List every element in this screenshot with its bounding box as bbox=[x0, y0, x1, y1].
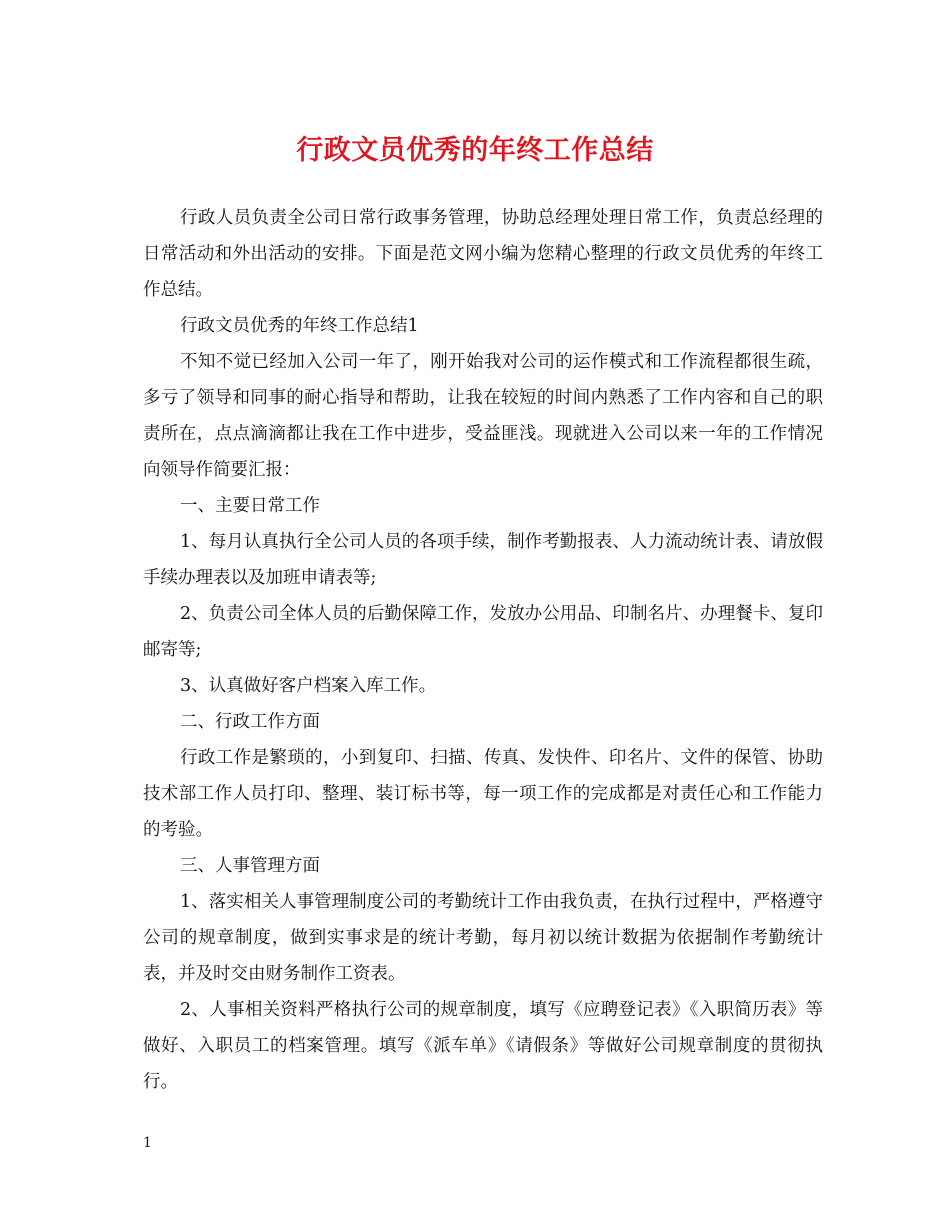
section-heading-summary-1: 行政文员优秀的年终工作总结1 bbox=[180, 316, 419, 336]
page-number: 1 bbox=[143, 1135, 152, 1151]
heading-hr-management: 三、人事管理方面 bbox=[180, 856, 320, 876]
document-title: 行政文员优秀的年终工作总结 bbox=[296, 135, 654, 166]
intro-paragraph: 行政人员负责全公司日常行政事务管理，协助总经理处理日常工作，负责总经理的日常活动和外出活动的安排。下面是范文网小编为您精心整理的行政文员优秀的年终工作总结。 bbox=[143, 208, 823, 300]
opening-paragraph: 不知不觉已经加入公司一年了，刚开始我对公司的运作模式和工作流程都很生疏，多亏了领导和同事的耐心指导和帮助，让我在较短的时间内熟悉了工作内容和自己的职责所在，点点滴滴都让我在工作中进步，受益匪浅。现就进入公司以来一年的工作情况向领导作简要汇报： bbox=[143, 352, 823, 480]
daily-work-item-1: 1、每月认真执行全公司人员的各项手续，制作考勤报表、人力流动统计表、请放假手续办理表以及加班申请表等; bbox=[143, 532, 823, 588]
daily-work-item-2: 2、负责公司全体人员的后勤保障工作，发放办公用品、印制名片、办理餐卡、复印邮寄等; bbox=[143, 604, 823, 660]
heading-daily-work: 一、主要日常工作 bbox=[180, 496, 320, 516]
hr-item-1: 1、落实相关人事管理制度公司的考勤统计工作由我负责，在执行过程中，严格遵守公司的规章制度，做到实事求是的统计考勤，每月初以统计数据为依据制作考勤统计表，并及时交由财务制作工资表。 bbox=[143, 892, 823, 984]
document-body bbox=[143, 200, 823, 1100]
heading-admin-work: 二、行政工作方面 bbox=[180, 712, 320, 732]
hr-item-2: 2、人事相关资料严格执行公司的规章制度，填写《应聘登记表》《入职简历表》等做好、入职员工的档案管理。填写《派车单》《请假条》等做好公司规章制度的贯彻执行。 bbox=[143, 1000, 823, 1092]
admin-work-paragraph: 行政工作是繁琐的，小到复印、扫描、传真、发快件、印名片、文件的保管、协助技术部工作人员打印、整理、装订标书等，每一项工作的完成都是对责任心和工作能力的考验。 bbox=[143, 748, 823, 840]
daily-work-item-3: 3、认真做好客户档案入库工作。 bbox=[180, 676, 437, 696]
